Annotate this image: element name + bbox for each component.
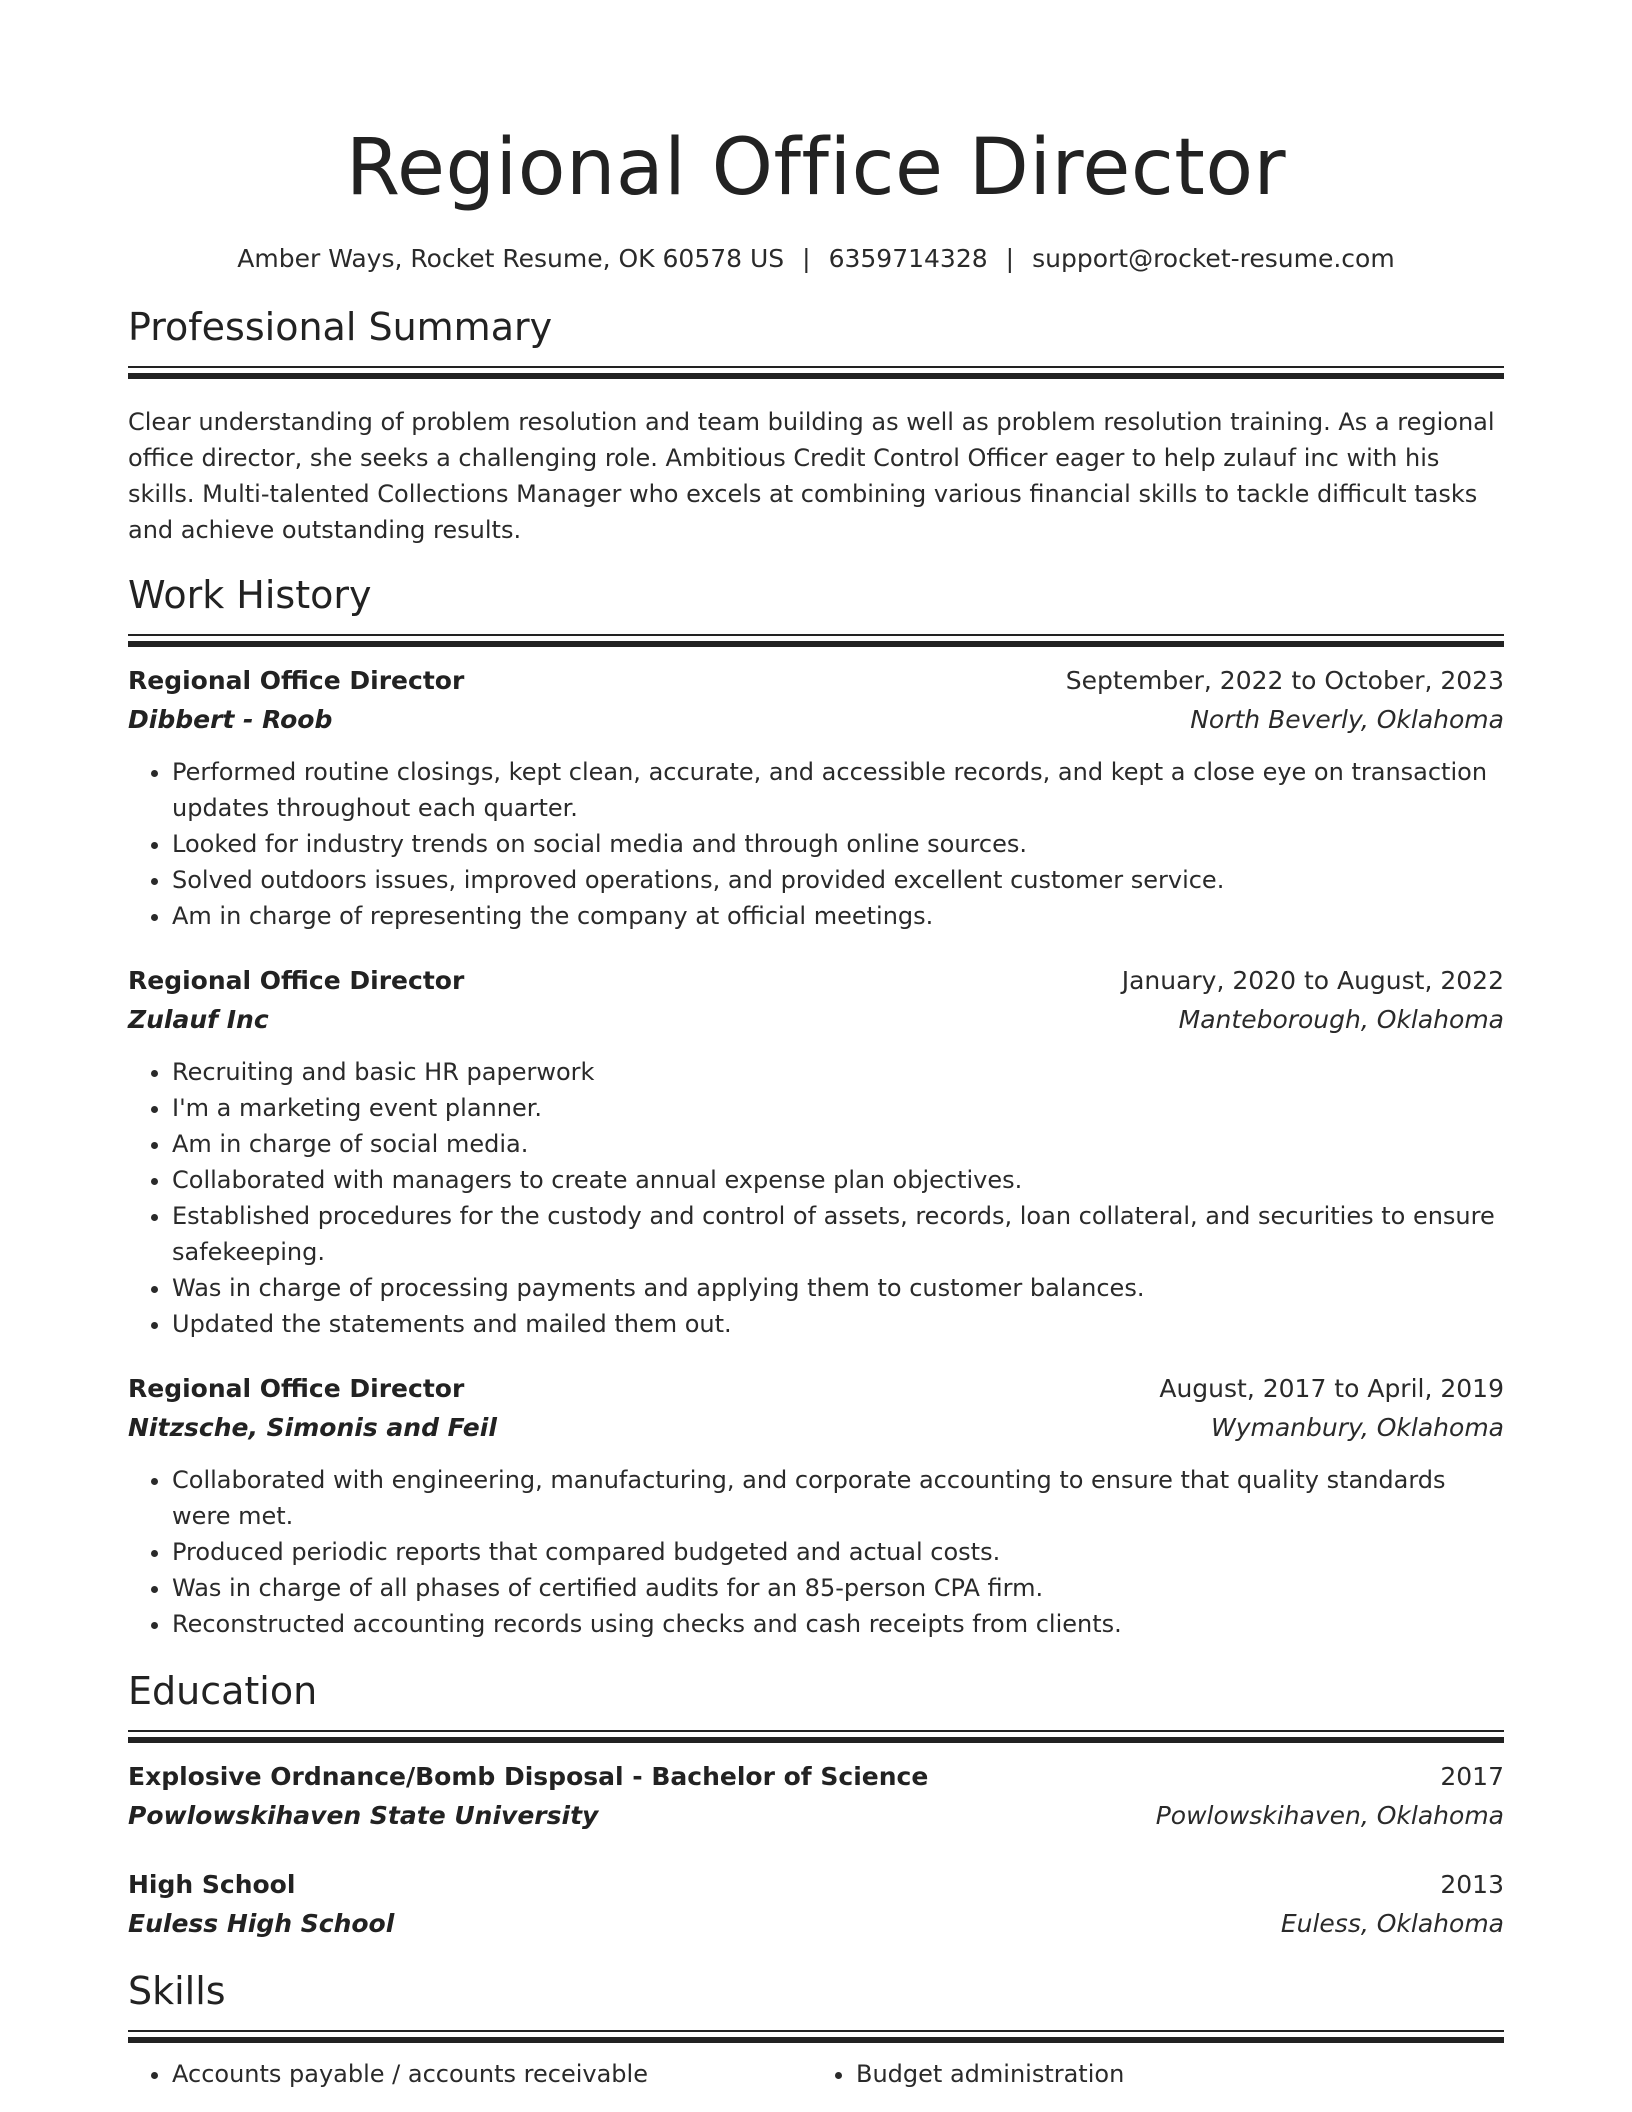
education-location: Powlowskihaven, Oklahoma: [1155, 1801, 1504, 1830]
summary-heading: Professional Summary: [128, 305, 553, 349]
job-bullet: • Updated the statements and mailed them out.: [172, 1306, 1504, 1342]
contact-line: [128, 242, 1504, 276]
job-title: Regional Office Director: [128, 1374, 465, 1403]
job-location: Manteborough, Oklahoma: [1178, 1005, 1504, 1034]
job-bullets: [128, 1054, 1504, 1342]
education-section: [128, 1666, 1504, 1944]
education-school: Euless High School: [128, 1909, 395, 1938]
job-entry: [128, 662, 1504, 934]
job-dates: September, 2022 to October, 2023: [1065, 666, 1504, 695]
education-degree: Explosive Ordnance/Bomb Disposal - Bachelor of Science: [128, 1762, 929, 1791]
job-company: Zulauf Inc: [128, 1005, 269, 1034]
skill-item: • Budget administration: [856, 2056, 1496, 2092]
job-title: Regional Office Director: [128, 966, 465, 995]
resume-page: [128, 0, 1504, 2092]
summary-section: [128, 302, 1504, 548]
education-entry: [128, 1758, 1504, 1836]
job-bullet: • Was in charge of all phases of certified audits for an 85-person CPA firm.: [172, 1570, 1504, 1606]
education-entry: [128, 1866, 1504, 1944]
skill-item: • Accounts payable / accounts receivable: [172, 2056, 812, 2092]
job-bullets: [128, 754, 1504, 934]
summary-text: Clear understanding of problem resolution and team building as well as problem resolution training. As a regional office director, she seeks a challenging role. Ambitious Credit Control Officer eager to help zulauf inc with his skills. Multi-talented Collections Manager who excels at combining various financial skills to tackle difficult tasks and achieve outstanding results.: [128, 408, 1495, 544]
job-bullet: • Looked for industry trends on social media and through online sources.: [172, 826, 1504, 862]
resume-title: Regional Office Director: [345, 123, 1287, 213]
section-divider: [128, 1730, 1504, 1740]
contact-email: support@rocket-resume.com: [1032, 244, 1395, 273]
job-bullet: • Solved outdoors issues, improved operations, and provided excellent customer service.: [172, 862, 1504, 898]
job-company: Nitzsche, Simonis and Feil: [128, 1413, 497, 1442]
section-divider: [128, 2030, 1504, 2040]
job-bullet: • Reconstructed accounting records using checks and cash receipts from clients.: [172, 1606, 1504, 1642]
contact-phone: 6359714328: [828, 244, 988, 273]
skills-heading: Skills: [128, 1969, 226, 2013]
job-dates: January, 2020 to August, 2022: [1121, 966, 1504, 995]
skills-left-column: [128, 2056, 812, 2092]
job-entry: [128, 1370, 1504, 1642]
job-bullet: • Collaborated with engineering, manufacturing, and corporate accounting to ensure that quality standards were met.: [172, 1462, 1504, 1534]
contact-address: Amber Ways, Rocket Resume, OK 60578 US: [237, 244, 785, 273]
work-history-section: [128, 570, 1504, 1642]
education-school: Powlowskihaven State University: [128, 1801, 599, 1830]
job-bullet: • Am in charge of representing the company at official meetings.: [172, 898, 1504, 934]
job-bullet: • Recruiting and basic HR paperwork: [172, 1054, 1504, 1090]
job-dates: August, 2017 to April, 2019: [1159, 1374, 1504, 1403]
skills-right-column: [812, 2056, 1496, 2092]
education-year: 2017: [1440, 1762, 1504, 1791]
section-divider: [128, 634, 1504, 644]
job-location: Wymanbury, Oklahoma: [1210, 1413, 1504, 1442]
job-bullet: • Performed routine closings, kept clean, accurate, and accessible records, and kept a close eye on transaction updates throughout each quarter.: [172, 754, 1504, 826]
job-bullet: • Was in charge of processing payments and applying them to customer balances.: [172, 1270, 1504, 1306]
job-location: North Beverly, Oklahoma: [1190, 705, 1504, 734]
job-entry: [128, 962, 1504, 1342]
education-year: 2013: [1440, 1870, 1504, 1899]
job-bullets: [128, 1462, 1504, 1642]
skills-columns: [128, 2056, 1504, 2092]
education-heading: Education: [128, 1669, 318, 1713]
job-title: Regional Office Director: [128, 666, 465, 695]
job-bullet: • Collaborated with managers to create annual expense plan objectives.: [172, 1162, 1504, 1198]
skills-section: [128, 1966, 1504, 2092]
education-location: Euless, Oklahoma: [1280, 1909, 1504, 1938]
job-company: Dibbert - Roob: [128, 705, 333, 734]
contact-separator: |: [1005, 244, 1015, 273]
job-bullet: • Produced periodic reports that compared budgeted and actual costs.: [172, 1534, 1504, 1570]
job-bullet: • I'm a marketing event planner.: [172, 1090, 1504, 1126]
work-history-heading: Work History: [128, 573, 372, 617]
education-degree: High School: [128, 1870, 296, 1899]
contact-separator: |: [802, 244, 811, 273]
job-bullet: • Established procedures for the custody and control of assets, records, loan collateral, and securities to ensure safekeeping.: [172, 1198, 1504, 1270]
job-bullet: • Am in charge of social media.: [172, 1126, 1504, 1162]
section-divider: [128, 366, 1504, 376]
